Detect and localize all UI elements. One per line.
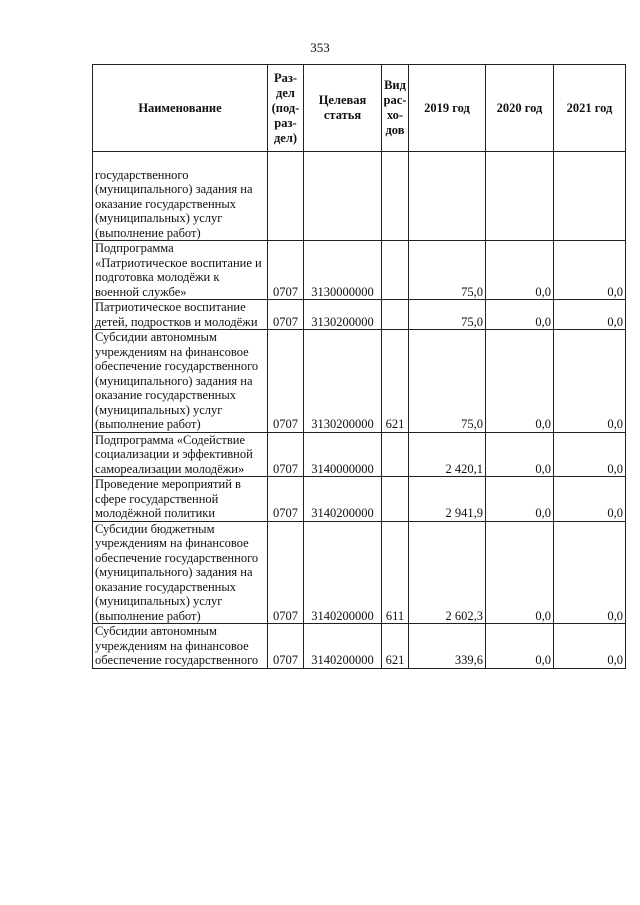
row-name: Патриотическое воспитание детей, подростков и молодёжи — [93, 300, 268, 330]
table-row — [93, 432, 626, 477]
row-2020: 0,0 — [486, 477, 554, 522]
table-row — [93, 521, 626, 624]
row-target: 3130200000 — [304, 300, 382, 330]
header-name: Наименование — [93, 65, 268, 152]
table-row — [93, 300, 626, 330]
row-expense — [382, 300, 409, 330]
row-2020: 0,0 — [486, 300, 554, 330]
row-section: 0707 — [268, 432, 304, 477]
row-target: 3140200000 — [304, 521, 382, 624]
row-2021: 0,0 — [554, 624, 626, 669]
row-name: Подпрограмма «Патриотическое воспитание и подготовка молодёжи к военной службе» — [93, 241, 268, 300]
row-2019: 2 420,1 — [409, 432, 486, 477]
header-2020: 2020 год — [486, 65, 554, 152]
row-expense: 621 — [382, 624, 409, 669]
table-row — [93, 241, 626, 300]
row-2019: 339,6 — [409, 624, 486, 669]
table-row — [93, 477, 626, 522]
row-section: 0707 — [268, 330, 304, 433]
row-2019: 2 941,9 — [409, 477, 486, 522]
header-expense: Вид рас- хо- дов — [382, 65, 409, 152]
row-2020: 0,0 — [486, 521, 554, 624]
row-section: 0707 — [268, 521, 304, 624]
row-section: 0707 — [268, 477, 304, 522]
row-2021: 0,0 — [554, 521, 626, 624]
row-2020: 0,0 — [486, 432, 554, 477]
row-expense — [382, 152, 409, 241]
row-2021: 0,0 — [554, 300, 626, 330]
row-expense — [382, 432, 409, 477]
row-2021: 0,0 — [554, 241, 626, 300]
row-target: 3140200000 — [304, 477, 382, 522]
row-2020: 0,0 — [486, 330, 554, 433]
row-2020: 0,0 — [486, 241, 554, 300]
row-2019: 2 602,3 — [409, 521, 486, 624]
row-expense: 611 — [382, 521, 409, 624]
row-2021: 0,0 — [554, 477, 626, 522]
row-section: 0707 — [268, 241, 304, 300]
row-expense: 621 — [382, 330, 409, 433]
row-2020 — [486, 152, 554, 241]
row-2019: 75,0 — [409, 241, 486, 300]
header-section: Раз- дел (под- раз- дел) — [268, 65, 304, 152]
row-target: 3140200000 — [304, 624, 382, 669]
table-row — [93, 330, 626, 433]
row-2021: 0,0 — [554, 432, 626, 477]
row-name: Субсидии автономным учреждениям на финансовое обеспечение государственного — [93, 624, 268, 669]
row-2021: 0,0 — [554, 330, 626, 433]
row-section: 0707 — [268, 624, 304, 669]
row-target: 3130000000 — [304, 241, 382, 300]
row-name: Субсидии бюджетным учреждениям на финансовое обеспечение государственного (муниципального) задания на оказание государственных (муниципальных) услуг (выполнение работ) — [93, 521, 268, 624]
row-expense — [382, 477, 409, 522]
row-2021 — [554, 152, 626, 241]
row-2019: 75,0 — [409, 330, 486, 433]
header-2021: 2021 год — [554, 65, 626, 152]
header-row — [93, 65, 626, 152]
table-row — [93, 152, 626, 241]
row-name: Проведение мероприятий в сфере государственной молодёжной политики — [93, 477, 268, 522]
row-section — [268, 152, 304, 241]
page-number: 353 — [310, 40, 330, 55]
row-expense — [382, 241, 409, 300]
row-name: государственного (муниципального) задания на оказание государственных (муниципальных) услуг (выполнение работ) — [93, 152, 268, 241]
row-target: 3130200000 — [304, 330, 382, 433]
row-2020: 0,0 — [486, 624, 554, 669]
row-name: Подпрограмма «Содействие социализации и эффективной самореализации молодёжи» — [93, 432, 268, 477]
budget-table — [92, 64, 626, 669]
row-name: Субсидии автономным учреждениям на финансовое обеспечение государственного (муниципального) задания на оказание государственных (муниципальных) услуг (выполнение работ) — [93, 330, 268, 433]
row-target: 3140000000 — [304, 432, 382, 477]
header-target: Целевая статья — [304, 65, 382, 152]
row-section: 0707 — [268, 300, 304, 330]
row-2019: 75,0 — [409, 300, 486, 330]
header-2019: 2019 год — [409, 65, 486, 152]
table-row — [93, 624, 626, 669]
row-2019 — [409, 152, 486, 241]
row-target — [304, 152, 382, 241]
